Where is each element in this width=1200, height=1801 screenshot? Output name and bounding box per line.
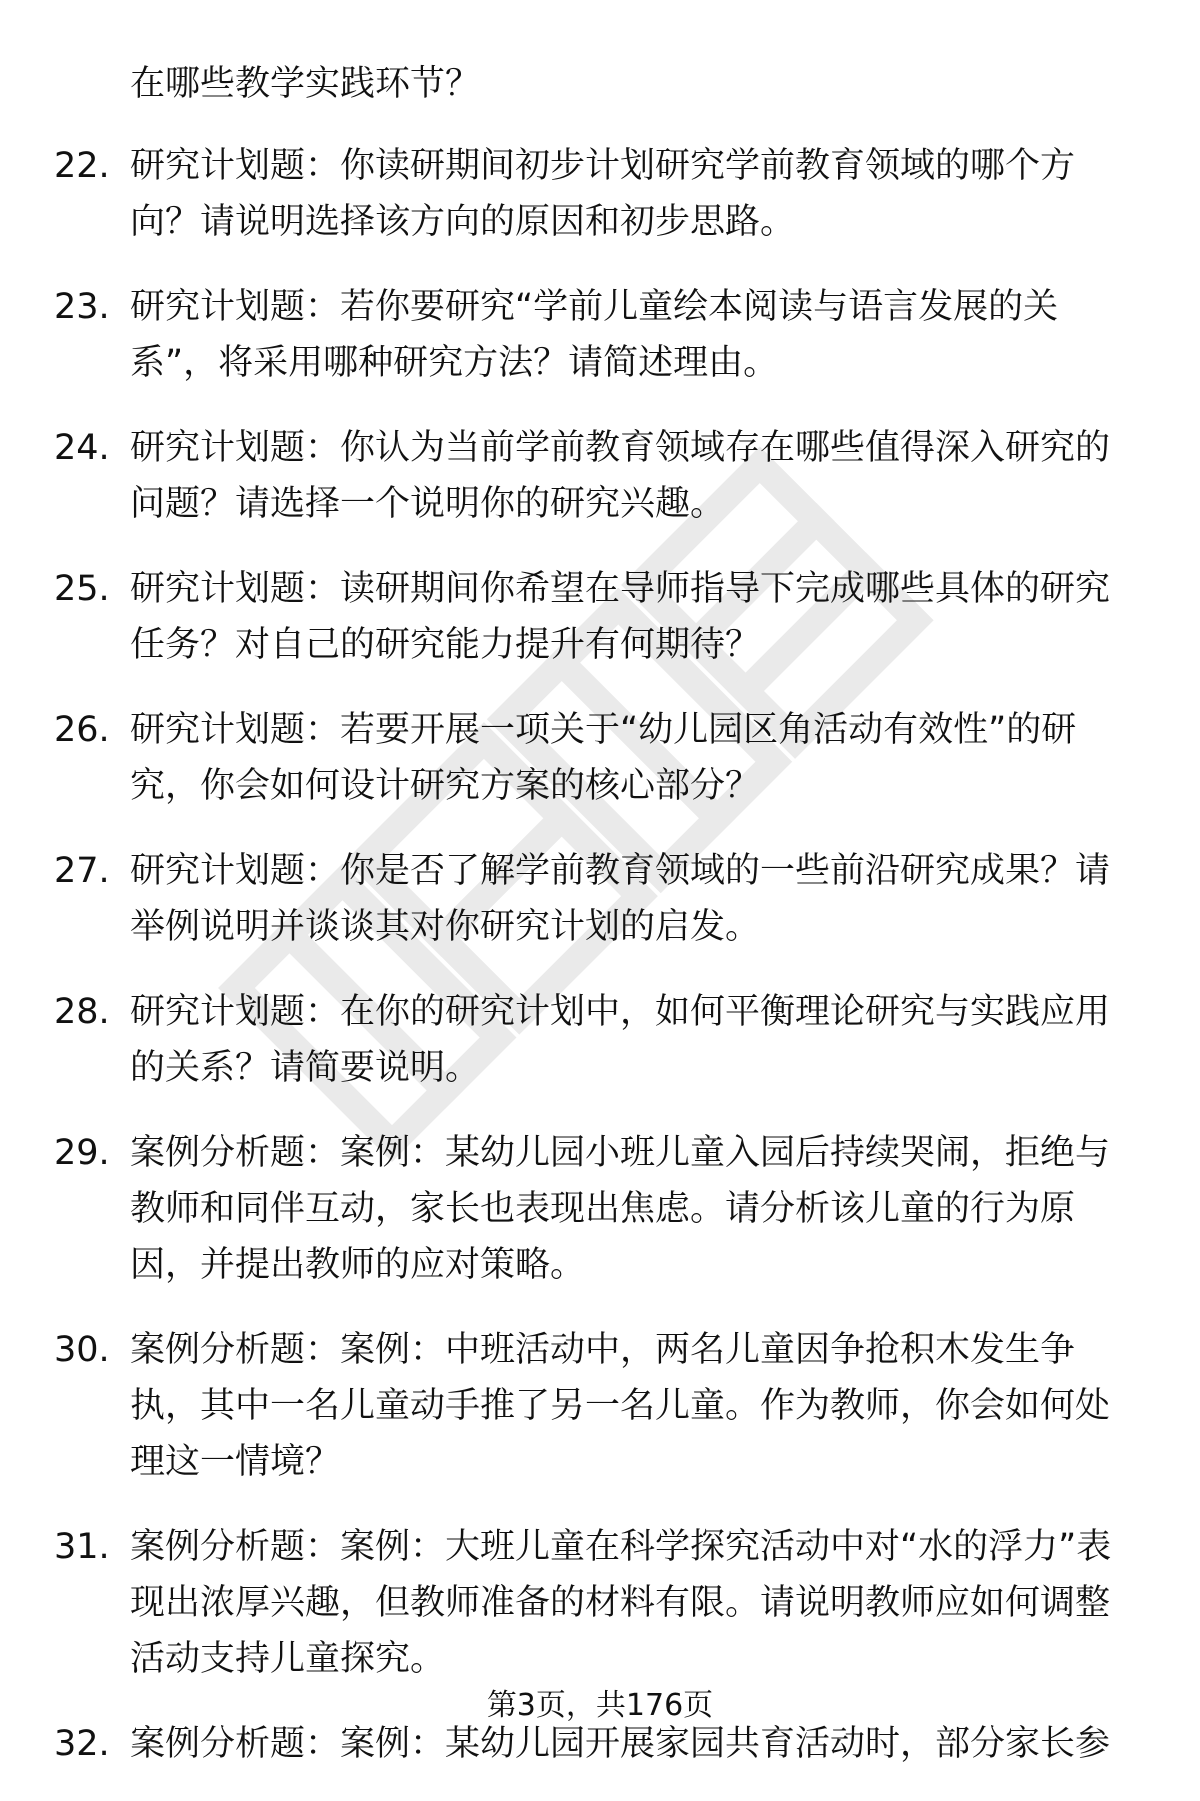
question-number: 32. [54, 1724, 110, 1764]
question-text: 研究计划题：你读研期间初步计划研究学前教育领域的哪个方向？请说明选择该方向的原因和初步思路。 [130, 146, 1076, 242]
question-item [0, 1322, 1200, 1490]
question-text: 研究计划题：你是否了解学前教育领域的一些前沿研究成果？请举例说明并谈谈其对你研究计划的启发。 [130, 851, 1111, 947]
question-number: 30. [54, 1330, 110, 1370]
question-number: 27. [54, 851, 110, 891]
question-text: 研究计划题：若你要研究“学前儿童绘本阅读与语言发展的关系”，将采用哪种研究方法？请简述理由。 [130, 287, 1059, 383]
question-item [0, 702, 1200, 814]
question-number: 29. [54, 1133, 110, 1173]
page-footer: 第3页，共176页 [486, 1688, 714, 1723]
question-item [0, 279, 1200, 391]
question-item [0, 420, 1200, 532]
question-item [0, 1125, 1200, 1293]
question-number: 23. [54, 287, 110, 327]
question-number: 28. [54, 992, 110, 1032]
question-item [0, 843, 1200, 955]
question-number: 24. [54, 428, 110, 468]
question-text: 案例分析题：案例：某幼儿园小班儿童入园后持续哭闹，拒绝与教师和同伴互动，家长也表现出焦虑。请分析该儿童的行为原因，并提出教师的应对策略。 [130, 1133, 1111, 1285]
question-item [0, 561, 1200, 673]
question-text: 研究计划题：在你的研究计划中，如何平衡理论研究与实践应用的关系？请简要说明。 [130, 992, 1111, 1088]
question-number: 22. [54, 146, 110, 186]
question-text: 研究计划题：若要开展一项关于“幼儿园区角活动有效性”的研究，你会如何设计研究方案的核心部分？ [130, 710, 1077, 806]
question-text: 研究计划题：读研期间你希望在导师指导下完成哪些具体的研究任务？对自己的研究能力提升有何期待？ [130, 569, 1111, 665]
question-list [0, 138, 1200, 1801]
question-text: 案例分析题：案例：某幼儿园开展家园共育活动时，部分家长参 [130, 1724, 1111, 1764]
question-text: 研究计划题：你认为当前学前教育领域存在哪些值得深入研究的问题？请选择一个说明你的研究兴趣。 [130, 428, 1111, 524]
question-text: 案例分析题：案例：中班活动中，两名儿童因争抢积木发生争执，其中一名儿童动手推了另一名儿童。作为教师，你会如何处理这一情境？ [130, 1330, 1111, 1482]
question-number: 25. [54, 569, 110, 609]
question-item [0, 1519, 1200, 1687]
question-number: 31. [54, 1527, 110, 1567]
question-item [0, 138, 1200, 250]
question-item [0, 984, 1200, 1096]
question-number: 26. [54, 710, 110, 750]
question-text: 案例分析题：案例：大班儿童在科学探究活动中对“水的浮力”表现出浓厚兴趣，但教师准备的材料有限。请说明教师应如何调整活动支持儿童探究。 [130, 1527, 1112, 1679]
question-continuation: 在哪些教学实践环节？ [130, 64, 481, 104]
